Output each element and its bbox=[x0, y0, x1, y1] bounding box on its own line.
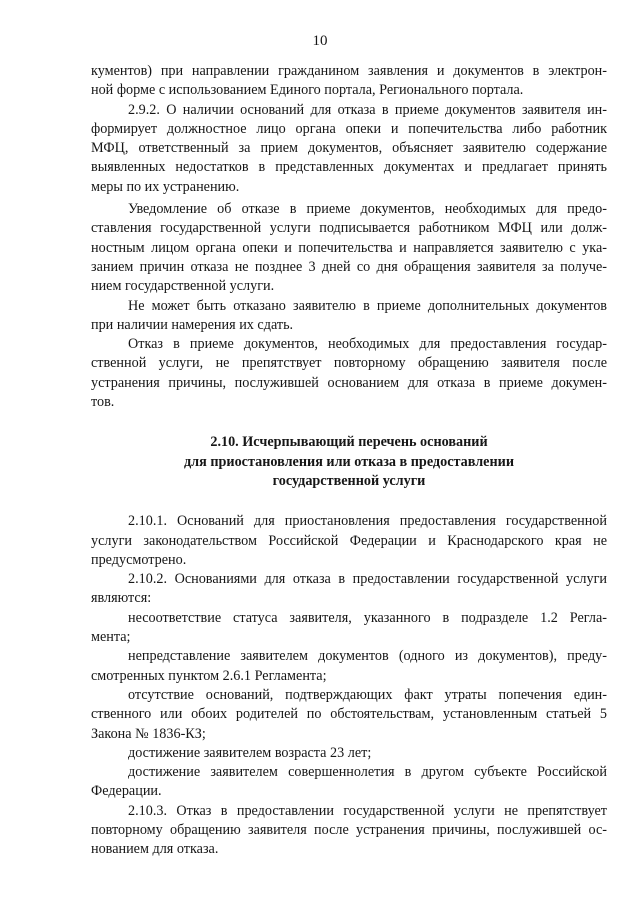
paragraph-2-9-2 bbox=[91, 101, 607, 197]
text-line: ственного или обоих родителей по обстоятельствам, установленным статьей 5 bbox=[91, 706, 607, 723]
text-line: устранения причины, послужившей основанием для отказа в приеме докумен- bbox=[91, 374, 607, 391]
text-line: 2.10.2. Основаниями для отказа в предоставлении государственной услуги bbox=[128, 571, 607, 588]
text-line: мента; bbox=[91, 629, 131, 646]
text-line: выявленных недостатков в представленных документах и предлагает принять bbox=[91, 159, 607, 176]
paragraph-2-10-3 bbox=[91, 802, 607, 860]
document-body bbox=[91, 62, 607, 860]
list-item-majority bbox=[91, 763, 607, 802]
paragraph-refusal-no-obstacle bbox=[91, 335, 607, 412]
text-line: занием причин отказа не позднее 3 дней со дня обращения заявителя за получе- bbox=[91, 258, 607, 275]
text-line: 2.9.2. О наличии оснований для отказа в приеме документов заявителя ин- bbox=[128, 101, 607, 118]
paragraph-continuation bbox=[91, 62, 607, 101]
text-line: отсутствие оснований, подтверждающих факт утраты попечения един- bbox=[128, 686, 607, 703]
text-line: непредставление заявителем документов (одного из документов), преду- bbox=[128, 648, 607, 665]
text-line: предусмотрено. bbox=[91, 551, 187, 568]
text-line: услуги законодательством Российской Федерации и Краснодарского края не bbox=[91, 532, 607, 549]
list-item-status bbox=[91, 609, 607, 648]
paragraph-no-refusal bbox=[91, 297, 607, 336]
text-line: ственной услуги, не препятствует повторному обращению заявителя после bbox=[91, 355, 607, 372]
list-item-grounds bbox=[91, 686, 607, 744]
text-line: Федерации. bbox=[91, 783, 162, 800]
text-line: 2.10.3. Отказ в предоставлении государственной услуги не препятствует bbox=[128, 802, 607, 819]
list-item-documents bbox=[91, 647, 607, 686]
text-line: при наличии намерения их сдать. bbox=[91, 316, 294, 333]
section-heading-2-10 bbox=[91, 433, 607, 491]
text-line: нием государственной услуги. bbox=[91, 278, 275, 295]
text-line: кументов) при направлении гражданином заявления и документов в электрон- bbox=[91, 63, 607, 79]
paragraph-2-10-2 bbox=[91, 570, 607, 609]
text-line: меры по их устранению. bbox=[91, 178, 240, 195]
text-line: повторному обращению заявителя после устранения причины, послужившей ос- bbox=[91, 821, 607, 838]
text-line: нованием для отказа. bbox=[91, 841, 219, 858]
text-line: ставления государственной услуги подписывается работником МФЦ или долж- bbox=[91, 220, 607, 237]
text-line: Отказ в приеме документов, необходимых для предоставления государ- bbox=[128, 336, 607, 353]
text-line: МФЦ, ответственный за прием документов, объясняет заявителю содержание bbox=[91, 140, 607, 157]
text-line: тов. bbox=[91, 394, 115, 411]
text-line: Уведомление об отказе в приеме документов, необходимых для предо- bbox=[128, 201, 607, 218]
heading-line: 2.10. Исчерпывающий перечень оснований bbox=[210, 434, 488, 451]
paragraph-2-10-1 bbox=[91, 512, 607, 570]
text-line: несоответствие статуса заявителя, указанного в подразделе 1.2 Регла- bbox=[128, 609, 607, 626]
list-item-age bbox=[91, 744, 607, 763]
paragraph-notification bbox=[91, 200, 607, 296]
text-line: смотренных пунктом 2.6.1 Регламента; bbox=[91, 667, 327, 684]
text-line: ностным лицом органа опеки и попечительства и направляется заявителю с ука- bbox=[91, 239, 607, 256]
page-number: 10 bbox=[312, 33, 328, 49]
text-line: достижение заявителем совершеннолетия в другом субъекте Российской bbox=[128, 764, 607, 781]
text-line: 2.10.1. Оснований для приостановления предоставления государственной bbox=[128, 513, 607, 530]
heading-line: государственной услуги bbox=[272, 472, 426, 489]
text-line: достижение заявителем возраста 23 лет; bbox=[128, 744, 372, 761]
text-line: формирует должностное лицо органа опеки и попечительства либо работник bbox=[91, 120, 607, 137]
text-line: ной форме с использованием Единого портала, Регионального портала. bbox=[91, 82, 524, 99]
heading-line: для приостановления или отказа в предоставлении bbox=[183, 453, 514, 470]
text-line: Закона № 1836-КЗ; bbox=[91, 725, 206, 742]
text-line: Не может быть отказано заявителю в приеме дополнительных документов bbox=[128, 297, 607, 314]
text-line: являются: bbox=[91, 590, 152, 607]
